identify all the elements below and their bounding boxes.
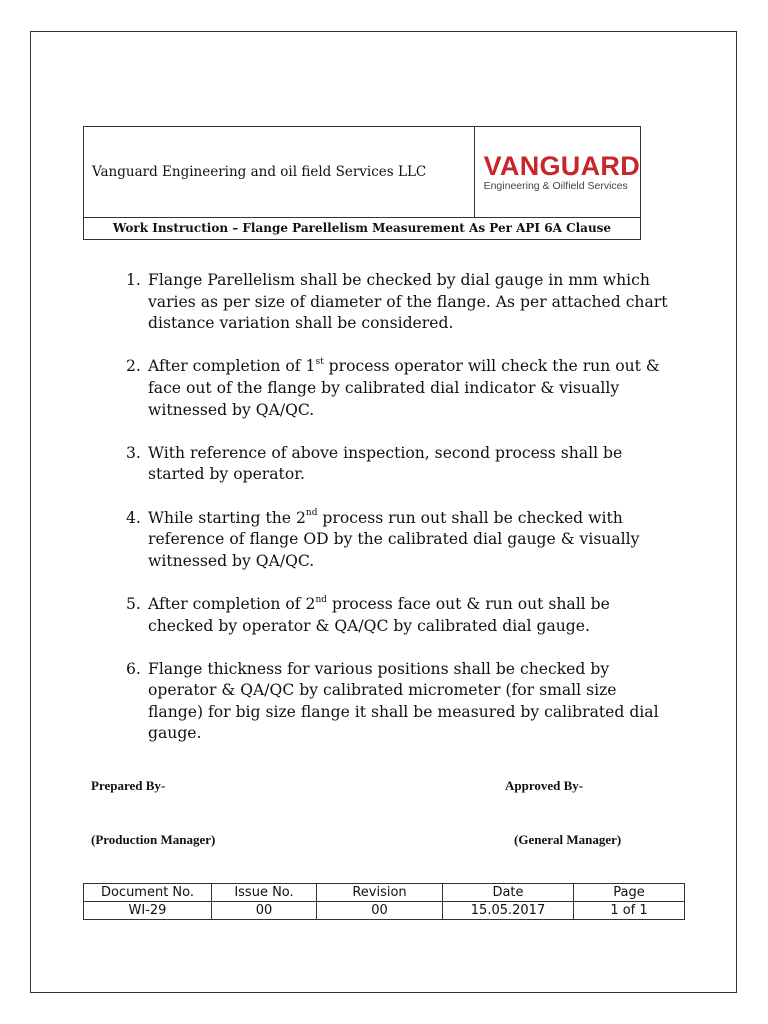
item-text: Flange thickness for various positions shall be checked by operator & QA/QC by calibrated micrometer (for small size flange) for big size flange it shall be measured by calibrated dial gauge. (148, 659, 659, 743)
instruction-item (120, 270, 675, 335)
revision: 00 (317, 902, 443, 920)
ordinal-suffix: nd (315, 594, 328, 605)
item-text: process run out shall be checked with reference of flange OD by the calibrated dial gauge & visually witnessed by QA/QC. (148, 508, 640, 570)
prepared-by-label: Prepared By- (91, 778, 166, 793)
page-count: 1 of 1 (574, 902, 685, 920)
ordinal-suffix: st (315, 357, 324, 368)
document-control-table (83, 883, 685, 920)
approved-by-label: Approved By- (505, 778, 584, 793)
item-number: 3. (126, 443, 141, 462)
instruction-item (120, 659, 675, 745)
item-text: process face out & run out shall be checked by operator & QA/QC by calibrated dial gauge. (148, 594, 610, 635)
document-title: Work Instruction – Flange Parellelism Measurement As Per API 6A Clause (84, 218, 641, 240)
table-header-row (84, 884, 685, 902)
header-cell: Revision (317, 884, 443, 902)
item-text: After completion of 2 (148, 594, 316, 613)
header-table (83, 126, 641, 240)
document-number: WI-29 (84, 902, 212, 920)
instruction-item (120, 443, 675, 486)
instruction-item (120, 594, 675, 637)
item-number: 5. (126, 594, 141, 613)
header-cell: Date (443, 884, 574, 902)
date: 15.05.2017 (443, 902, 574, 920)
ordinal-suffix: nd (305, 508, 318, 519)
prepared-by-role: (Production Manager) (91, 832, 216, 847)
logo-tagline: Engineering & Oilfield Services (483, 179, 628, 192)
item-number: 4. (126, 508, 141, 527)
instruction-list (120, 270, 675, 767)
issue-number: 00 (212, 902, 317, 920)
table-row (84, 902, 685, 920)
approved-by-role: (General Manager) (514, 832, 622, 847)
item-number: 6. (126, 659, 141, 678)
header-cell: Document No. (84, 884, 212, 902)
item-text: process operator will check the run out & face out of the flange by calibrated dial indicator & visually witnessed by QA/QC. (148, 357, 660, 419)
instruction-item (120, 356, 675, 421)
header-cell: Page (574, 884, 685, 902)
item-text: While starting the 2 (148, 508, 306, 527)
item-number: 1. (126, 271, 141, 289)
item-number: 2. (126, 357, 141, 376)
item-text: Flange Parellelism shall be checked by dial gauge in mm which varies as per size of diameter of the flange. As per attached chart distance variation shall be considered. (148, 271, 668, 333)
logo-wordmark: VANGUARD (483, 150, 640, 181)
item-text: After completion of 1 (148, 357, 316, 376)
company-name: Vanguard Engineering and oil field Services LLC (84, 127, 475, 218)
header-cell: Issue No. (212, 884, 317, 902)
item-text: With reference of above inspection, second process shall be started by operator. (148, 443, 623, 484)
company-logo (474, 127, 640, 218)
instruction-item (120, 508, 675, 573)
